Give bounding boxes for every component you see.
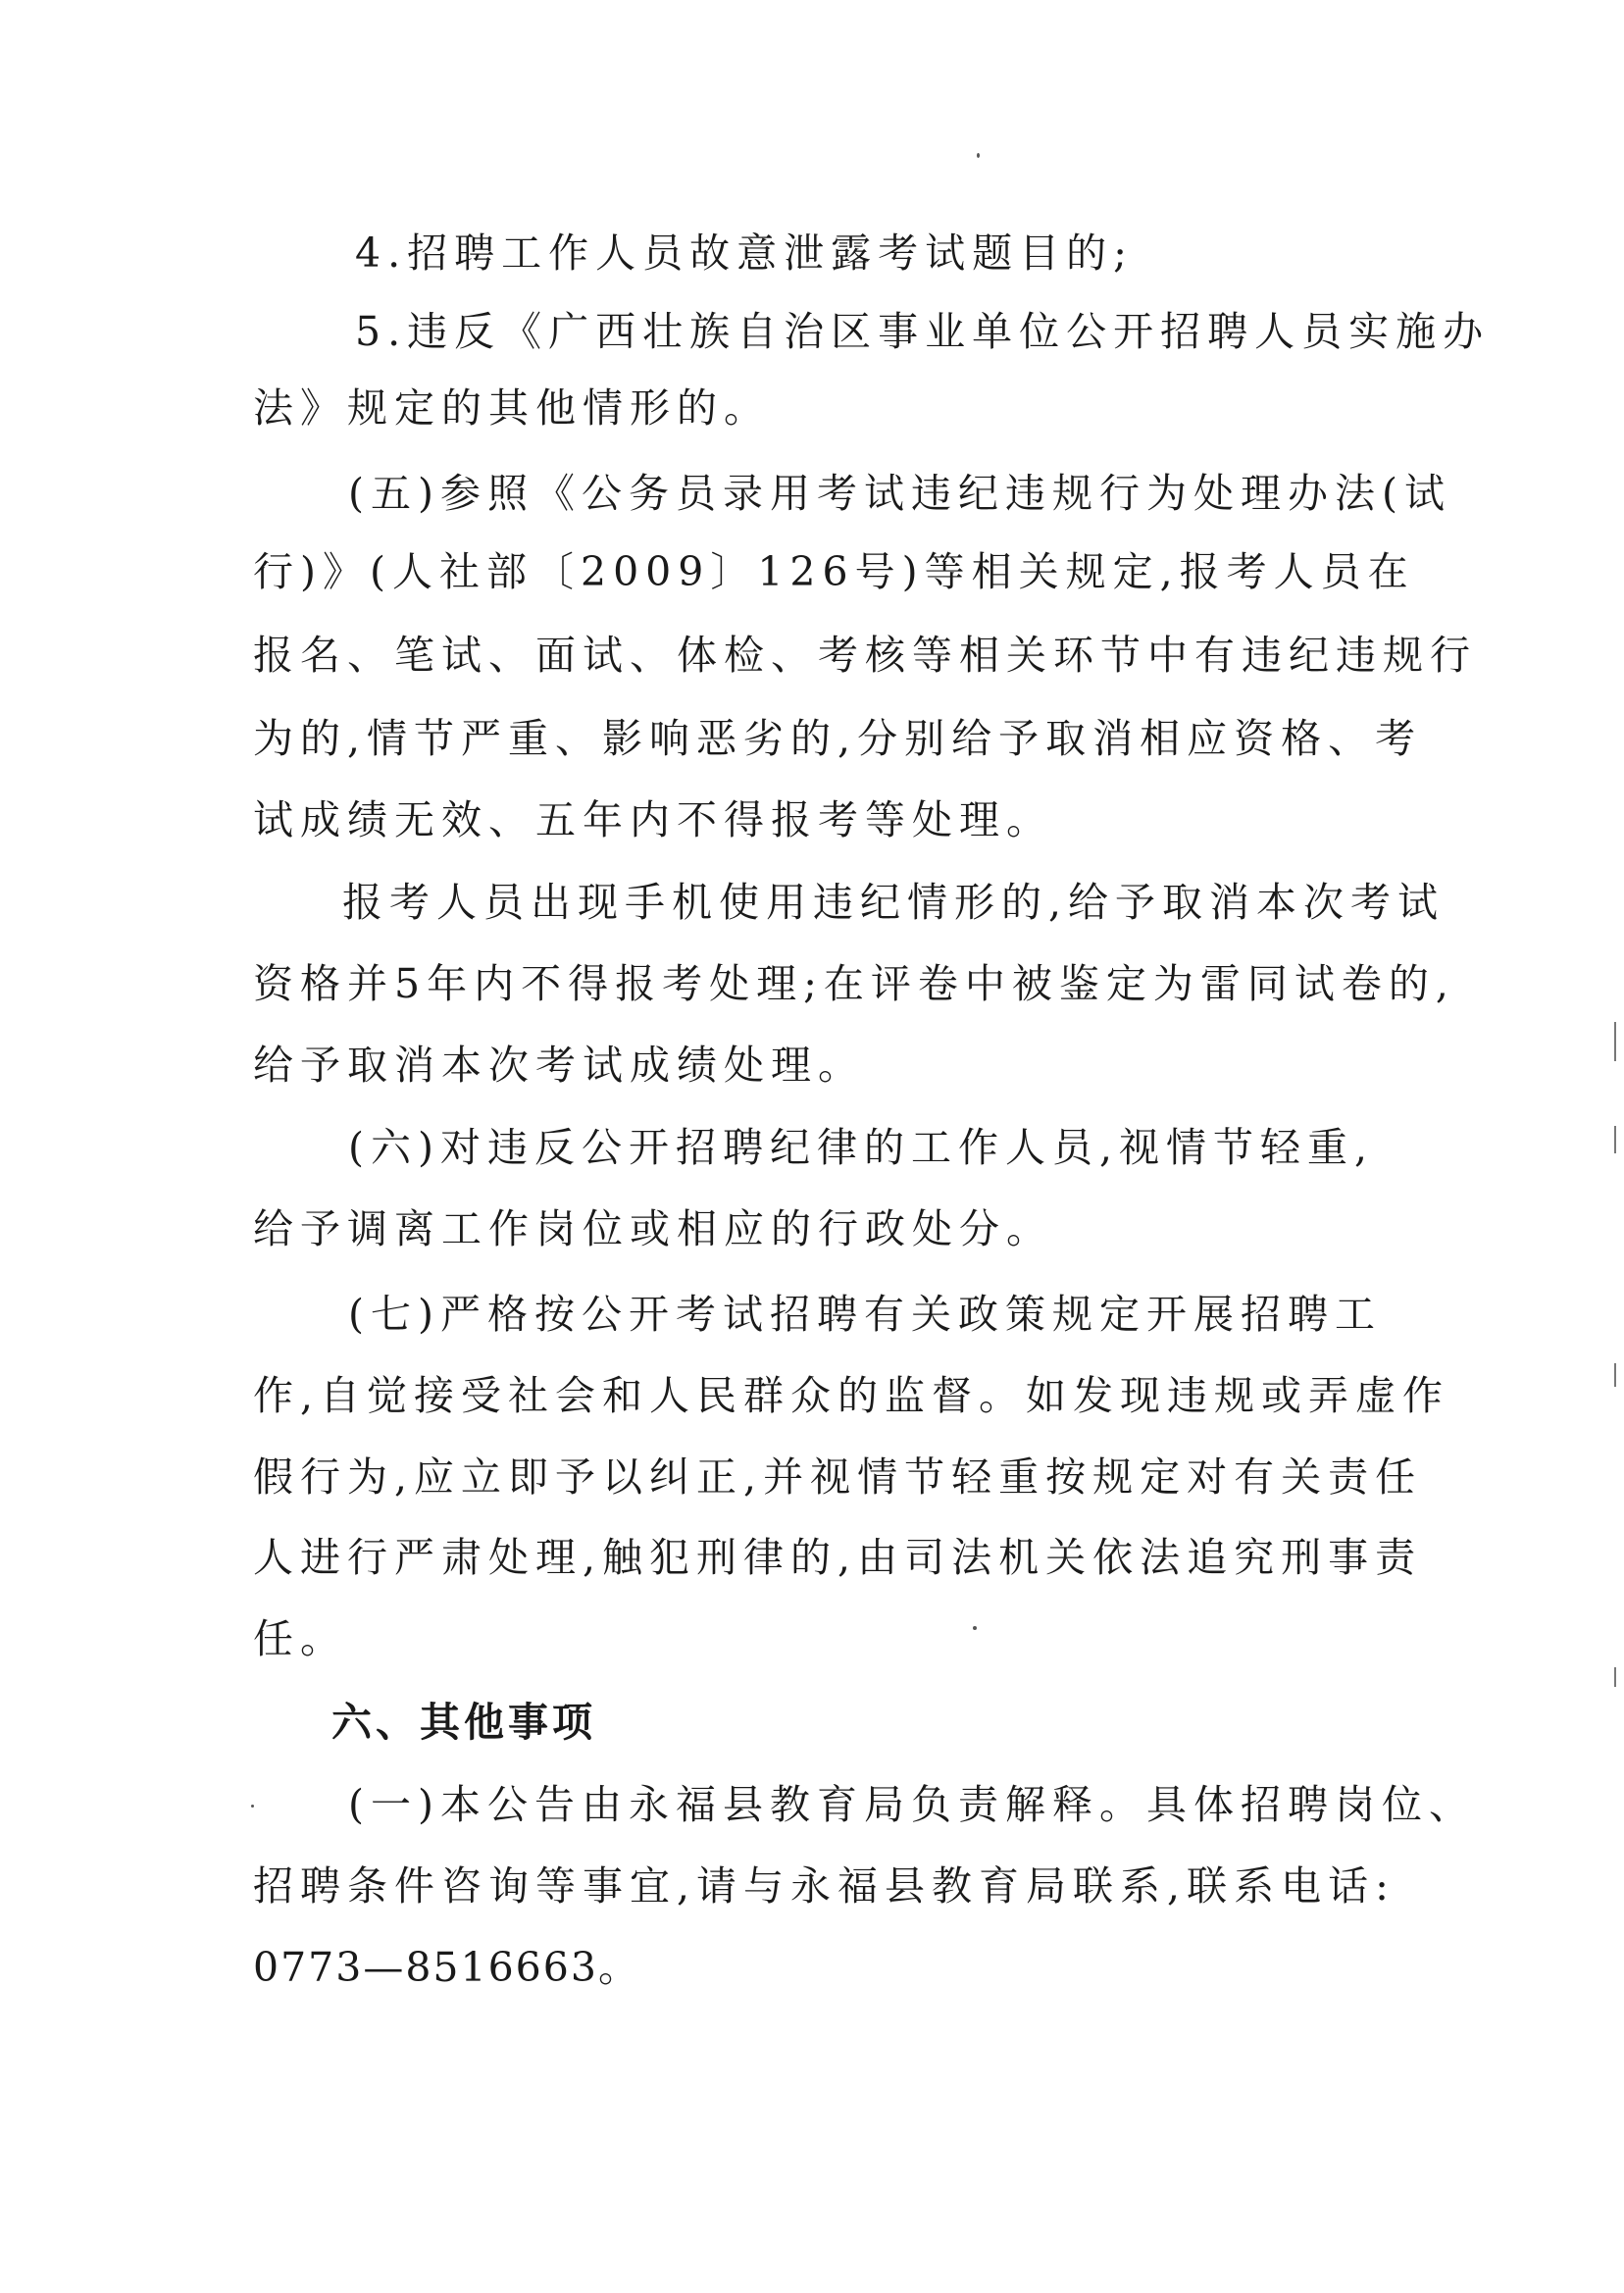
scan-edge-mark [1614, 1126, 1616, 1153]
paragraph-5-line-2: 行)》(人社部〔2009〕126号)等相关规定,报考人员在 [253, 548, 1415, 595]
paragraph-5-line-3: 报名、笔试、面试、体检、考核等相关环节中有违纪违规行 [253, 632, 1477, 679]
contact-phone-line: 0773—8516663。 [253, 1944, 640, 1991]
other-1-line-2: 招聘条件咨询等事宜,请与永福县教育局联系,联系电话: [253, 1862, 1396, 1910]
phone-rule-line-1: 报考人员出现手机使用违纪情形的,给予取消本次考试 [342, 879, 1446, 926]
scan-edge-mark [1614, 1363, 1616, 1387]
paragraph-7-line-4: 人进行严肃处理,触犯刑律的,由司法机关依法追究刑事责 [253, 1534, 1423, 1581]
item-5-line-2: 法》规定的其他情形的。 [253, 384, 771, 432]
paragraph-7-line-5: 任。 [253, 1615, 347, 1662]
scan-speck [973, 1626, 977, 1630]
item-5-line-1: 5.违反《广西壮族自治区事业单位公开招聘人员实施办 [355, 308, 1491, 355]
scan-speck [251, 1805, 254, 1808]
section-heading-other-matters: 六、其他事项 [331, 1699, 596, 1746]
scan-edge-mark [1614, 1667, 1616, 1687]
item-4-line: 4.招聘工作人员故意泄露考试题目的; [355, 229, 1134, 277]
other-1-line-1: (一)本公告由永福县教育局负责解释。具体招聘岗位、 [348, 1781, 1476, 1828]
paragraph-7-line-3: 假行为,应立即予以纠正,并视情节轻重按规定对有关责任 [253, 1453, 1423, 1501]
scan-edge-mark [1614, 1022, 1616, 1061]
paragraph-7-line-2: 作,自觉接受社会和人民群众的监督。如发现违规或弄虚作 [253, 1372, 1450, 1419]
paragraph-5-line-5: 试成绩无效、五年内不得报考等处理。 [253, 796, 1053, 843]
paragraph-6-line-1: (六)对违反公开招聘纪律的工作人员,视情节轻重, [348, 1124, 1375, 1171]
paragraph-7-line-1: (七)严格按公开考试招聘有关政策规定开展招聘工 [348, 1291, 1382, 1338]
phone-rule-line-2: 资格并5年内不得报考处理;在评卷中被鉴定为雷同试卷的, [253, 960, 1455, 1007]
phone-rule-line-3: 给予取消本次考试成绩处理。 [253, 1042, 865, 1089]
paragraph-5-line-1: (五)参照《公务员录用考试违纪违规行为处理办法(试 [348, 470, 1451, 517]
paragraph-5-line-4: 为的,情节严重、影响恶劣的,分别给予取消相应资格、考 [253, 715, 1423, 762]
paragraph-6-line-2: 给予调离工作岗位或相应的行政处分。 [253, 1205, 1053, 1252]
scan-speck [977, 153, 980, 158]
